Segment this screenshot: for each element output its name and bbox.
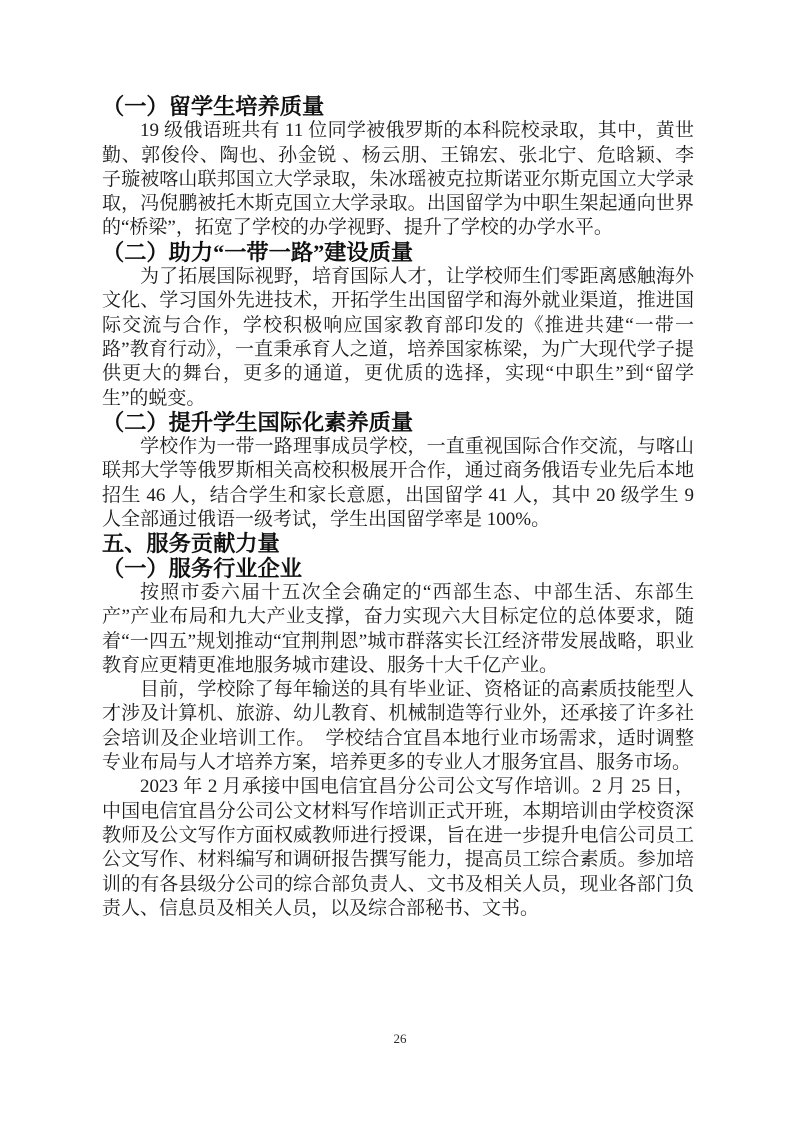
heading-service-industry: （一）服务行业企业 bbox=[102, 555, 302, 581]
heading-international-literacy: （二）提升学生国际化素养质量 bbox=[102, 409, 414, 435]
heading-service-contribution: 五、服务贡献力量 bbox=[102, 531, 280, 557]
paragraph-international-literacy: 学校作为一带一路理事成员学校，一直重视国际合作交流，与喀山联邦大学等俄罗斯相关高校积极展开合作，通过商务俄语专业先后本地招生 46 人，结合学生和家长意愿，出国留学 41 人，其中 20 级学生 9 人全部通过俄语一级考试，学生出国留学率是 100%。 bbox=[102, 436, 694, 531]
page-number: 26 bbox=[393, 1031, 407, 1046]
paragraph-overseas-student-quality: 19 级俄语班共有 11 位同学被俄罗斯的本科院校录取，其中，黄世勤、郭俊伶、陶也、孙金锐 、杨云朋、王锦宏、张北宁、危晗颖、李子璇被喀山联邦国立大学录取，朱冰瑶被克拉斯诺亚尔斯克国立大学录取，冯倪鹏被托木斯克国立大学录取。出国留学为中职生架起通向世界的“桥梁”，拓宽了学校的办学视野、提升了学校的办学水平。 bbox=[102, 120, 694, 239]
paragraph-belt-and-road: 为了拓展国际视野，培育国际人才，让学校师生们零距离感触海外文化、学习国外先进技术，开拓学生出国留学和海外就业渠道，推进国际交流与合作，学校积极响应国家教育部印发的《推进共建“一带一路”教育行动》，一直秉承育人之道，培养国家栋梁，为广大现代学子提供更大的舞台，更多的通道，更优质的选择，实现“中职生”到“留学生”的蜕变。 bbox=[102, 266, 694, 409]
paragraph-city-strategy: 按照市委六届十五次全会确定的“西部生态、中部生活、东部生产”产业布局和九大产业支撑，奋力实现六大目标定位的总体要求，随着“一四五”规划推动“宜荆荆恩”城市群落实长江经济带发展战略，职业教育应更精更准地服务城市建设、服务十大千亿产业。 bbox=[102, 581, 694, 676]
paragraph-telecom-training: 2023 年 2 月承接中国电信宜昌分公司公文写作培训。2 月 25 日，中国电信宜昌分公司公文材料写作培训正式开班，本期培训由学校资深教师及公文写作方面权威教师进行授课，旨在进一步提升电信公司员工公文写作、材料编写和调研报告撰写能力，提高员工综合素质。参加培训的有各县级分公司的综合部负责人、文书及相关人员，现业各部门负责人、信息员及相关人员，以及综合部秘书、文书。 bbox=[102, 776, 694, 919]
document-body bbox=[102, 95, 694, 921]
paragraph-training-services: 目前，学校除了每年输送的具有毕业证、资格证的高素质技能型人才涉及计算机、旅游、幼儿教育、机械制造等行业外，还承接了许多社会培训及企业培训工作。 学校结合宜昌本地行业市场需求，适时调整专业布局与人才培养方案，培养更多的专业人才服务宜昌、服务市场。 bbox=[102, 679, 694, 774]
heading-overseas-student-quality: （一）留学生培养质量 bbox=[102, 94, 325, 119]
heading-belt-and-road: （二）助力“一带一路”建设质量 bbox=[102, 239, 414, 265]
